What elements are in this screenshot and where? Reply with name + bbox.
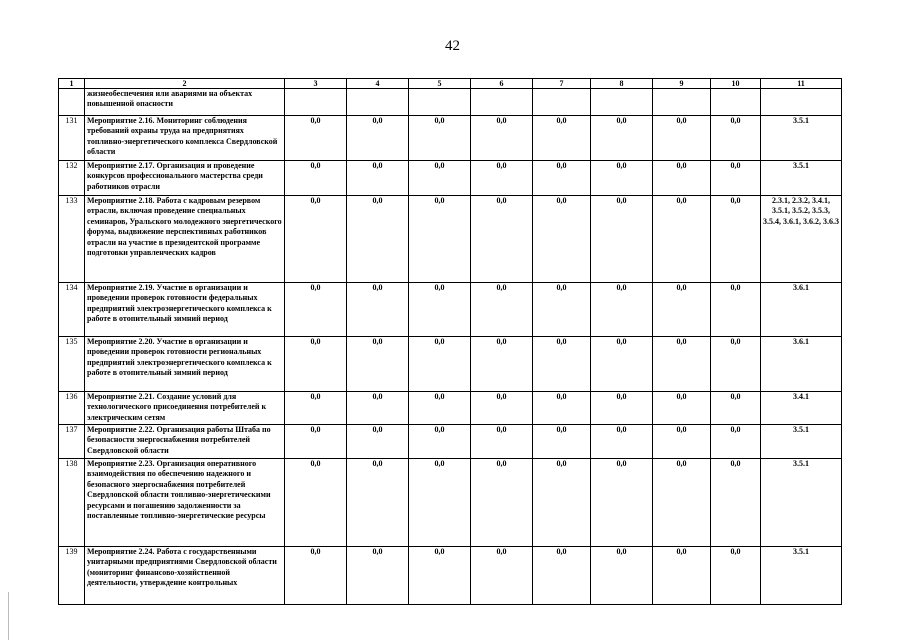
funding-value: 0,0 — [285, 161, 347, 196]
funding-value: 0,0 — [285, 425, 347, 459]
funding-value: 0,0 — [711, 196, 761, 283]
column-header: 8 — [591, 79, 653, 89]
activity-name: Мероприятие 2.20. Участие в организации и проведении проверок готовности региональных предприятий электроэнергетического комплекса к работе в отопительный зимний период — [85, 337, 285, 392]
table-row — [59, 89, 842, 116]
funding-value: 0,0 — [591, 116, 653, 161]
funding-value: 0,0 — [711, 283, 761, 337]
column-header: 7 — [533, 79, 591, 89]
funding-value: 0,0 — [533, 116, 591, 161]
funding-value: 0,0 — [471, 196, 533, 283]
target-indicator-codes — [761, 89, 842, 116]
funding-value: 0,0 — [285, 116, 347, 161]
funding-value: 0,0 — [653, 459, 711, 547]
funding-value: 0,0 — [409, 547, 471, 605]
row-number — [59, 89, 85, 116]
table-row — [59, 116, 842, 161]
funding-value: 0,0 — [591, 392, 653, 425]
page-number: 42 — [445, 38, 460, 54]
funding-value: 0,0 — [409, 161, 471, 196]
funding-value: 0,0 — [533, 161, 591, 196]
column-header: 10 — [711, 79, 761, 89]
target-indicator-codes: 3.6.1 — [761, 283, 842, 337]
funding-value: 0,0 — [711, 116, 761, 161]
table-row — [59, 392, 842, 425]
table-row — [59, 547, 842, 605]
funding-value — [711, 89, 761, 116]
funding-value: 0,0 — [471, 547, 533, 605]
funding-value: 0,0 — [533, 392, 591, 425]
funding-value: 0,0 — [471, 459, 533, 547]
target-indicator-codes: 3.4.1 — [761, 392, 842, 425]
column-header: 3 — [285, 79, 347, 89]
target-indicator-codes: 3.5.1 — [761, 425, 842, 459]
funding-value: 0,0 — [653, 161, 711, 196]
program-table — [58, 78, 842, 605]
activity-name: Мероприятие 2.18. Работа с кадровым резервом отрасли, включая проведение специальных семинаров, Уральского молодежного энергетического форума, выдвижение перспективных работников отрасли на участие в президентской программе подготовки управленческих кадров — [85, 196, 285, 283]
funding-value: 0,0 — [711, 547, 761, 605]
table-row — [59, 283, 842, 337]
activity-name: Мероприятие 2.19. Участие в организации и проведении проверок готовности федеральных предприятий электроэнергетического комплекса к работе в отопительный зимний период — [85, 283, 285, 337]
activity-name: Мероприятие 2.22. Организация работы Штаба по безопасности энергоснабжения потребителей Свердловской области — [85, 425, 285, 459]
row-number: 135 — [59, 337, 85, 392]
row-number: 134 — [59, 283, 85, 337]
target-indicator-codes: 3.5.1 — [761, 459, 842, 547]
funding-value: 0,0 — [653, 547, 711, 605]
row-number: 131 — [59, 116, 85, 161]
funding-value: 0,0 — [591, 161, 653, 196]
funding-value: 0,0 — [347, 116, 409, 161]
funding-value: 0,0 — [347, 547, 409, 605]
funding-value: 0,0 — [653, 196, 711, 283]
header-row — [59, 79, 842, 89]
funding-value: 0,0 — [471, 392, 533, 425]
funding-value: 0,0 — [533, 425, 591, 459]
activity-name: Мероприятие 2.21. Создание условий для технологического присоединения потребителей к электрическим сетям — [85, 392, 285, 425]
column-header: 11 — [761, 79, 842, 89]
scan-edge-mark — [8, 592, 9, 640]
funding-value: 0,0 — [591, 459, 653, 547]
column-header: 5 — [409, 79, 471, 89]
column-header: 2 — [85, 79, 285, 89]
funding-value: 0,0 — [347, 161, 409, 196]
funding-value: 0,0 — [285, 459, 347, 547]
funding-value: 0,0 — [347, 337, 409, 392]
activity-name: Мероприятие 2.23. Организация оперативного взаимодействия по обеспечению надежного и безопасного энергоснабжения потребителей Свердловской области топливно-энергетическими ресурсами и погашению задолженности за поставленные топливно-энергетические ресурсы — [85, 459, 285, 547]
row-number: 133 — [59, 196, 85, 283]
funding-value: 0,0 — [285, 392, 347, 425]
funding-value: 0,0 — [285, 196, 347, 283]
funding-value: 0,0 — [347, 392, 409, 425]
funding-value: 0,0 — [471, 161, 533, 196]
funding-value — [471, 89, 533, 116]
table-row — [59, 196, 842, 283]
table-row — [59, 459, 842, 547]
column-header: 6 — [471, 79, 533, 89]
target-indicator-codes: 3.6.1 — [761, 337, 842, 392]
target-indicator-codes: 2.3.1, 2.3.2, 3.4.1, 3.5.1, 3.5.2, 3.5.3, 3.5.4, 3.6.1, 3.6.2, 3.6.3 — [761, 196, 842, 283]
funding-value — [347, 89, 409, 116]
funding-value: 0,0 — [653, 337, 711, 392]
funding-value: 0,0 — [409, 283, 471, 337]
funding-value: 0,0 — [591, 547, 653, 605]
funding-value: 0,0 — [409, 392, 471, 425]
funding-value: 0,0 — [653, 283, 711, 337]
row-number: 137 — [59, 425, 85, 459]
activity-name: Мероприятие 2.17. Организация и проведение конкурсов профессионального мастерства среди работников отрасли — [85, 161, 285, 196]
funding-value: 0,0 — [533, 337, 591, 392]
funding-value: 0,0 — [347, 196, 409, 283]
funding-value: 0,0 — [711, 161, 761, 196]
funding-value — [591, 89, 653, 116]
funding-value: 0,0 — [591, 425, 653, 459]
funding-value: 0,0 — [533, 459, 591, 547]
funding-value: 0,0 — [533, 196, 591, 283]
funding-value: 0,0 — [591, 337, 653, 392]
table-row — [59, 337, 842, 392]
funding-value: 0,0 — [653, 425, 711, 459]
column-header: 1 — [59, 79, 85, 89]
funding-value: 0,0 — [409, 459, 471, 547]
funding-value — [285, 89, 347, 116]
target-indicator-codes: 3.5.1 — [761, 161, 842, 196]
funding-value: 0,0 — [471, 283, 533, 337]
funding-value — [533, 89, 591, 116]
funding-value: 0,0 — [471, 337, 533, 392]
funding-value: 0,0 — [285, 337, 347, 392]
funding-value — [409, 89, 471, 116]
funding-value: 0,0 — [347, 459, 409, 547]
funding-value: 0,0 — [409, 196, 471, 283]
activity-name: Мероприятие 2.16. Мониторинг соблюдения требований охраны труда на предприятиях топливно-энергетического комплекса Свердловской области — [85, 116, 285, 161]
activity-name: Мероприятие 2.24. Работа с государственными унитарными предприятиями Свердловской области (мониторинг финансово-хозяйственной деятельности, утверждение контрольных — [85, 547, 285, 605]
row-number: 132 — [59, 161, 85, 196]
row-number: 138 — [59, 459, 85, 547]
column-header: 9 — [653, 79, 711, 89]
funding-value: 0,0 — [591, 196, 653, 283]
funding-value: 0,0 — [711, 425, 761, 459]
target-indicator-codes: 3.5.1 — [761, 547, 842, 605]
funding-value: 0,0 — [409, 425, 471, 459]
funding-value: 0,0 — [533, 283, 591, 337]
funding-value: 0,0 — [533, 547, 591, 605]
funding-value: 0,0 — [285, 283, 347, 337]
funding-value: 0,0 — [653, 392, 711, 425]
funding-value: 0,0 — [711, 459, 761, 547]
row-number: 136 — [59, 392, 85, 425]
funding-value: 0,0 — [711, 392, 761, 425]
table-row — [59, 161, 842, 196]
funding-value: 0,0 — [347, 283, 409, 337]
funding-value: 0,0 — [471, 116, 533, 161]
funding-value: 0,0 — [591, 283, 653, 337]
funding-value: 0,0 — [471, 425, 533, 459]
funding-value — [653, 89, 711, 116]
funding-value: 0,0 — [711, 337, 761, 392]
funding-value: 0,0 — [285, 547, 347, 605]
table-row — [59, 425, 842, 459]
table-body — [59, 89, 842, 605]
target-indicator-codes: 3.5.1 — [761, 116, 842, 161]
funding-value: 0,0 — [653, 116, 711, 161]
funding-value: 0,0 — [409, 337, 471, 392]
funding-value: 0,0 — [409, 116, 471, 161]
column-header: 4 — [347, 79, 409, 89]
funding-value: 0,0 — [347, 425, 409, 459]
activity-name: жизнеобеспечения или авариями на объектах повышенной опасности — [85, 89, 285, 116]
row-number: 139 — [59, 547, 85, 605]
